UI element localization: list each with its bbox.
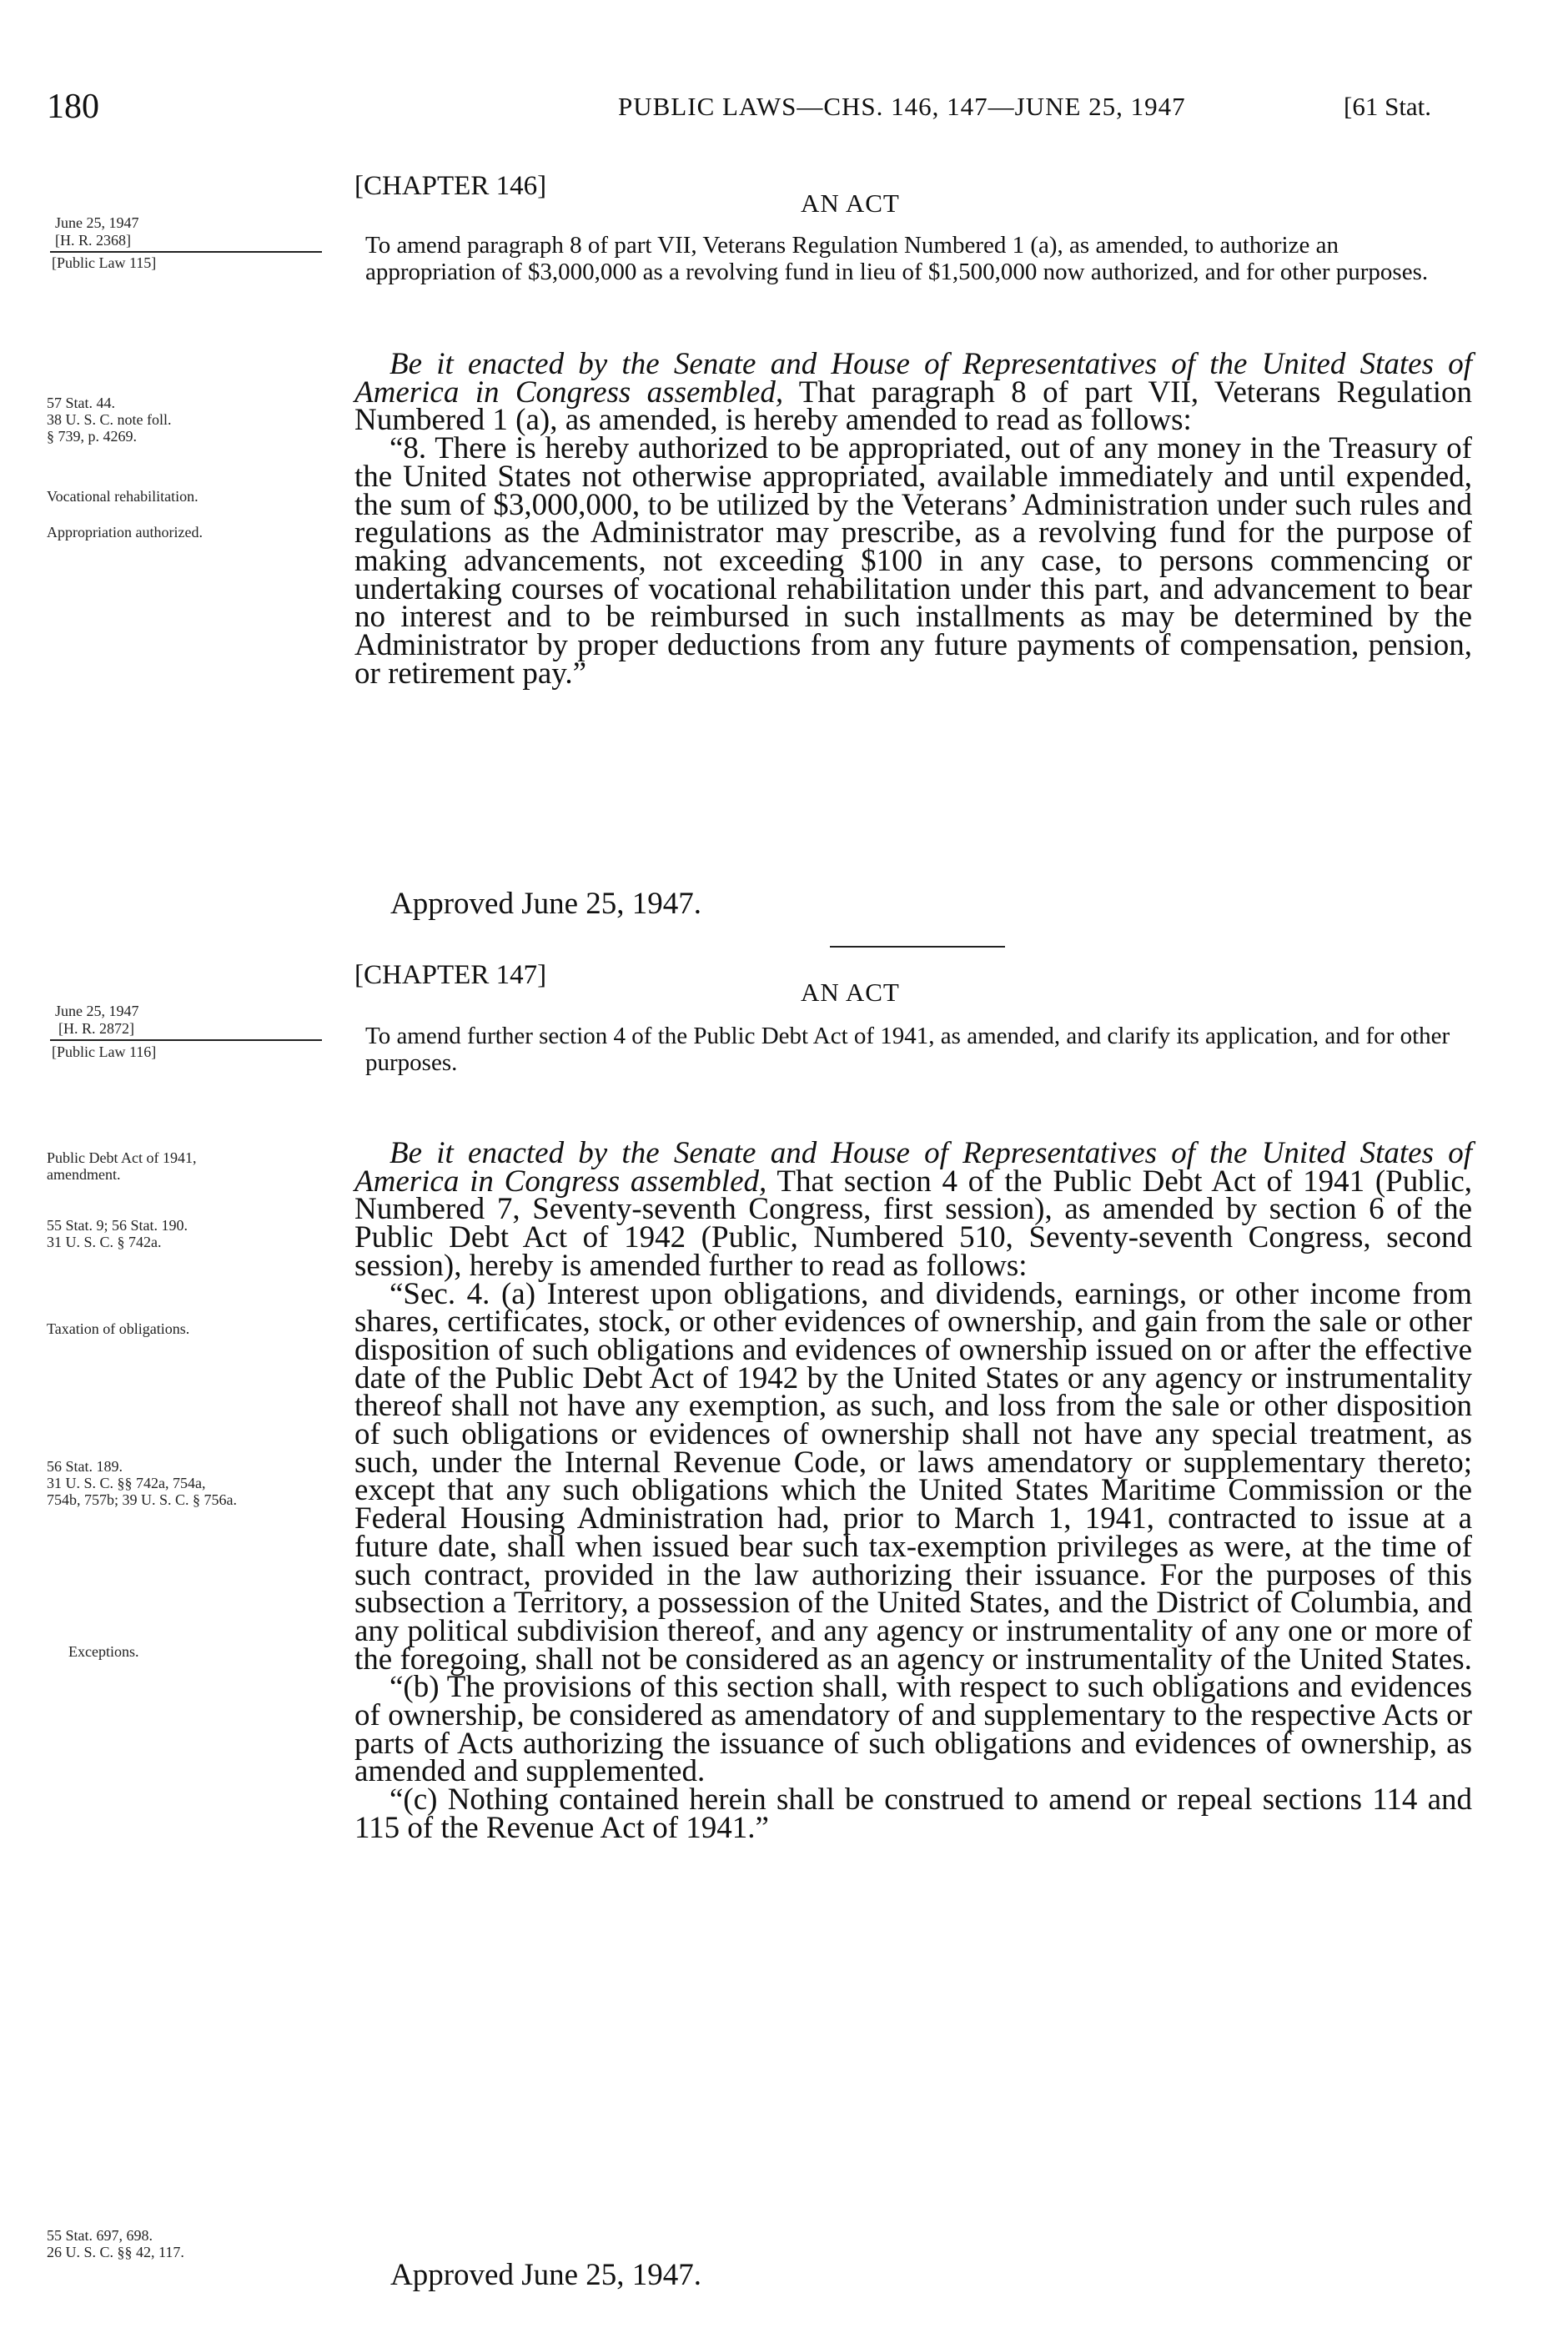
chapter-147-margin-rule <box>50 1039 322 1041</box>
chapter-147-purpose: To amend further section 4 of the Public Debt Act of 1941, as amended, and clarify its application, and for other purposes. <box>365 1023 1450 1076</box>
chapter-147-section-4b: “(b) The provisions of this section shall, with respect to such obligations and evidences of ownership, be considered as amendatory of and supplementary to the respective Acts or parts of Acts authorizing the issuance of such obligations and evidences of ownership, as amended and supplemented. <box>354 1670 1472 1789</box>
chapter-147-margin-taxation: Taxation of obligations. <box>47 1320 190 1337</box>
chapter-147-bill: [H. R. 2872] <box>58 1020 134 1037</box>
chapter-146-margin-appropriation: Appropriation authorized. <box>47 524 203 541</box>
chapter-147-margin-exceptions: Exceptions. <box>68 1643 139 1660</box>
chapter-146-margin-references: 57 Stat. 44. 38 U. S. C. note foll. § 739, p. 4269. <box>47 395 172 445</box>
chapter-147-heading: [CHAPTER 147] <box>354 960 547 990</box>
chapter-146-body <box>354 347 1472 691</box>
statute-reference: [61 Stat. <box>1344 92 1432 121</box>
chapter-147-margin-references-3: 55 Stat. 697, 698. 26 U. S. C. §§ 42, 117. <box>47 2227 184 2260</box>
chapter-146-heading: [CHAPTER 146] <box>354 171 547 201</box>
chapter-separator-rule <box>830 946 1005 948</box>
chapter-146-paragraph-8: “8. There is hereby authorized to be appropriated, out of any money in the Treasury of the United States not otherwise appropriated, available immediately and until expended, the sum of $3,000,000, to be utilized by the Veterans’ Administration under such rules and regulations as the Administrator may prescribe, as a revolving fund for the purpose of making advancements, not exceeding $100 in any case, to persons commencing or undertaking courses of vocational rehabilitation under this part, and advancement to bear no interest and to be reimbursed in such installments as may be determined by the Administrator by proper deductions from any future payments of compensation, pension, or retirement pay.” <box>354 431 1472 691</box>
page-number: 180 <box>47 88 99 126</box>
chapter-147-enacting-clause: Be it enacted by the Senate and House of Representatives of the United States of America in Congress assembled, That section 4 of the Public Debt Act of 1941 (Public, Numbered 7, Seventy-seventh Congress, first session), as amended by section 6 of the Public Debt Act of 1942 (Public, Numbered 510, Seventy-seventh Congress, second session), hereby is amended further to read as follows: <box>354 1136 1472 1283</box>
chapter-146-margin-vocational: Vocational rehabilitation. <box>47 488 199 505</box>
running-title: PUBLIC LAWS—CHS. 146, 147—JUNE 25, 1947 <box>618 92 1186 121</box>
chapter-146-margin-rule <box>50 251 322 253</box>
chapter-147-date: June 25, 1947 <box>55 1003 139 1019</box>
chapter-146-act-label: AN ACT <box>801 189 900 218</box>
chapter-146-approved: Approved June 25, 1947. <box>390 887 702 921</box>
chapter-147-margin-references-2: 56 Stat. 189. 31 U. S. C. §§ 742a, 754a, 754b, 757b; 39 U. S. C. § 756a. <box>47 1458 238 1508</box>
chapter-147-margin-references-1: 55 Stat. 9; 56 Stat. 190. 31 U. S. C. § 742a. <box>47 1217 188 1250</box>
chapter-146-purpose: To amend paragraph 8 of part VII, Veterans Regulation Numbered 1 (a), as amended, to authorize an appropriation of $3,000,000 as a revolving fund in lieu of $1,500,000 now authorized, and for other purposes. <box>365 232 1429 285</box>
chapter-146-bill: [H. R. 2368] <box>55 232 131 249</box>
chapter-147-section-4a: “Sec. 4. (a) Interest upon obligations, and dividends, earnings, or other income from shares, certificates, stock, or other evidences of ownership, and gain from the sale or other disposition of such obligations and evidences of ownership issued on or after the effective date of the Public Debt Act of 1942 by the United States or any agency or instrumentality thereof shall not have any exemption, as such, and loss from the sale or other disposition of such obligations or evidences of ownership shall not have any special treatment, as such, under the Internal Revenue Code, or laws amendatory or supplementary thereto; except that any such obligations which the United States Maritime Commission or the Federal Housing Administration had, prior to March 1, 1941, contracted to issue at a future date, shall when issued bear such tax-exemption privileges as were, at the time of such contract, provided in the law authorizing their issuance. For the purposes of this subsection a Territory, a possession of the United States, and the District of Columbia, and any political subdivision thereof, and any agency or instrumentality of any one or more of the foregoing, shall not be considered as an agency or instrumentality of the United States. <box>354 1276 1472 1677</box>
chapter-146-date: June 25, 1947 <box>55 214 139 231</box>
chapter-146-enacting-clause: Be it enacted by the Senate and House of Representatives of the United States of America in Congress assembled, That paragraph 8 of part VII, Veterans Regulation Numbered 1 (a), as amended, is hereby amended to read as follows: <box>354 347 1472 438</box>
chapter-147-act-label: AN ACT <box>801 978 900 1007</box>
chapter-147-section-4c: “(c) Nothing contained herein shall be construed to amend or repeal sections 114 and 115 of the Revenue Act of 1941.” <box>354 1782 1472 1845</box>
chapter-147-public-law: [Public Law 116] <box>52 1043 157 1060</box>
chapter-147-body <box>354 1136 1472 1845</box>
running-head <box>47 87 1465 126</box>
chapter-147-approved: Approved June 25, 1947. <box>390 2258 702 2292</box>
chapter-147-margin-public-debt-act: Public Debt Act of 1941, amendment. <box>47 1149 197 1183</box>
chapter-146-public-law: [Public Law 115] <box>52 254 157 271</box>
